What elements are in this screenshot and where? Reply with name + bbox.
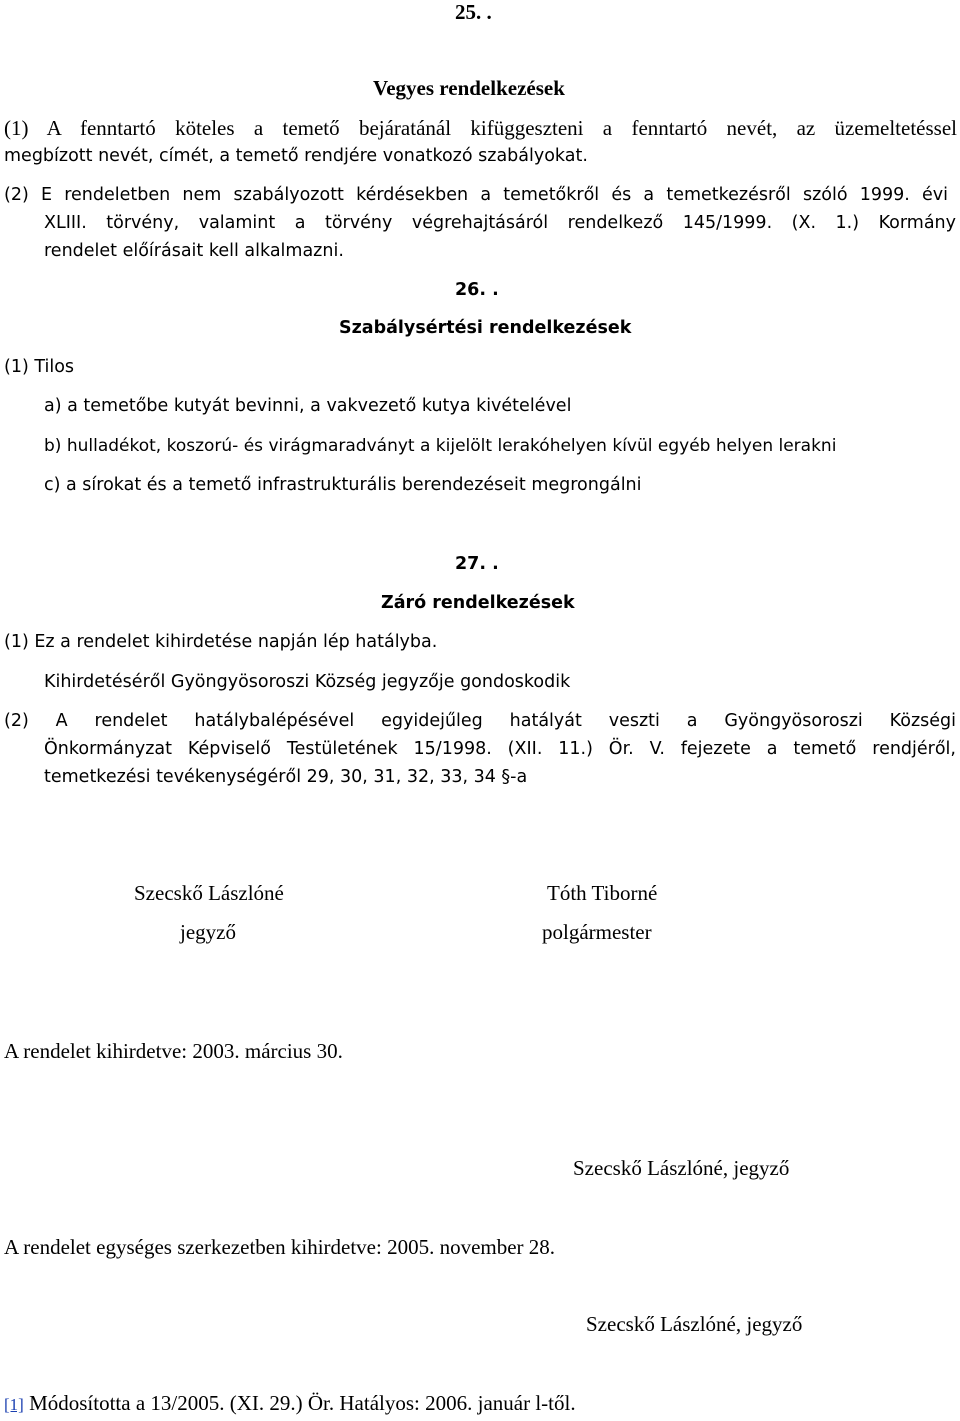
section-26-item-c: c) a sírokat és a temető infrastrukturális berendezéseit megrongálni xyxy=(44,475,642,495)
section-26-item-a: a) a temetőbe kutyát bevinni, a vakvezető kutya kivételével xyxy=(44,396,572,416)
footnote xyxy=(4,1391,576,1417)
section-27-paragraph-2-line-1: (2) A rendelet hatálybalépésével egyidejűleg hatályát veszti a Gyöngyösoroszi Községi xyxy=(4,711,956,731)
section-26-intro: (1) Tilos xyxy=(4,357,75,377)
section-26-title: Szabálysértési rendelkezések xyxy=(339,318,632,338)
signature-left-name: Szecskő Lászlóné xyxy=(134,881,284,905)
footnote-text: Módosította a 13/2005. (XI. 29.) Ör. Hatályos: 2006. január l-től. xyxy=(29,1391,576,1415)
section-25-paragraph-2-line-3: rendelet előírásait kell alkalmazni. xyxy=(44,241,344,261)
section-27-paragraph-2-line-2: Önkormányzat Képviselő Testületének 15/1998. (XII. 11.) Ör. V. fejezete a temető rendjéről, xyxy=(44,739,956,759)
section-27-title: Záró rendelkezések xyxy=(381,593,575,613)
section-26-item-b: b) hulladékot, koszorú- és virágmaradványt a kijelölt lerakóhelyen kívül egyéb helyen lerakni xyxy=(44,436,837,456)
signature-right-role: polgármester xyxy=(542,920,652,944)
section-25-paragraph-2-line-1: (2) E rendeletben nem szabályozott kérdésekben a temetőkről és a temetkezésről szóló 1999. évi xyxy=(4,185,948,205)
section-26-number: 26. . xyxy=(455,280,499,300)
consolidated-promulgation-date: A rendelet egységes szerkezetben kihirdetve: 2005. november 28. xyxy=(4,1235,556,1259)
signature-left-role: jegyző xyxy=(180,920,236,944)
section-25-paragraph-2-line-2: XLIII. törvény, valamint a törvény végrehajtásáról rendelkező 145/1999. (X. 1.) Kormány xyxy=(44,213,956,233)
section-25-title: Vegyes rendelkezések xyxy=(373,76,565,100)
section-27-paragraph-1-note: Kihirdetéséről Gyöngyösoroszi Község jegyzője gondoskodik xyxy=(44,672,571,692)
signature-right-name: Tóth Tiborné xyxy=(547,881,658,905)
promulgation-date: A rendelet kihirdetve: 2003. március 30. xyxy=(4,1039,343,1063)
section-27-paragraph-1: (1) Ez a rendelet kihirdetése napján lép hatályba. xyxy=(4,632,438,652)
footnote-marker-link[interactable]: [1] xyxy=(4,1395,24,1414)
section-25-number: 25. . xyxy=(455,0,492,24)
section-27-paragraph-2-line-3: temetkezési tevékenységéről 29, 30, 31, 32, 33, 34 §-a xyxy=(44,767,528,787)
section-25-paragraph-1-line-1: (1) A fenntartó köteles a temető bejáratánál kifüggeszteni a fenntartó nevét, az üzemeltetéssel xyxy=(4,116,957,140)
promulgation-signer-2: Szecskő Lászlóné, jegyző xyxy=(586,1312,803,1336)
promulgation-signer-1: Szecskő Lászlóné, jegyző xyxy=(573,1156,790,1180)
section-25-paragraph-1-line-2: megbízott nevét, címét, a temető rendjére vonatkozó szabályokat. xyxy=(4,146,588,166)
section-27-number: 27. . xyxy=(455,554,499,574)
